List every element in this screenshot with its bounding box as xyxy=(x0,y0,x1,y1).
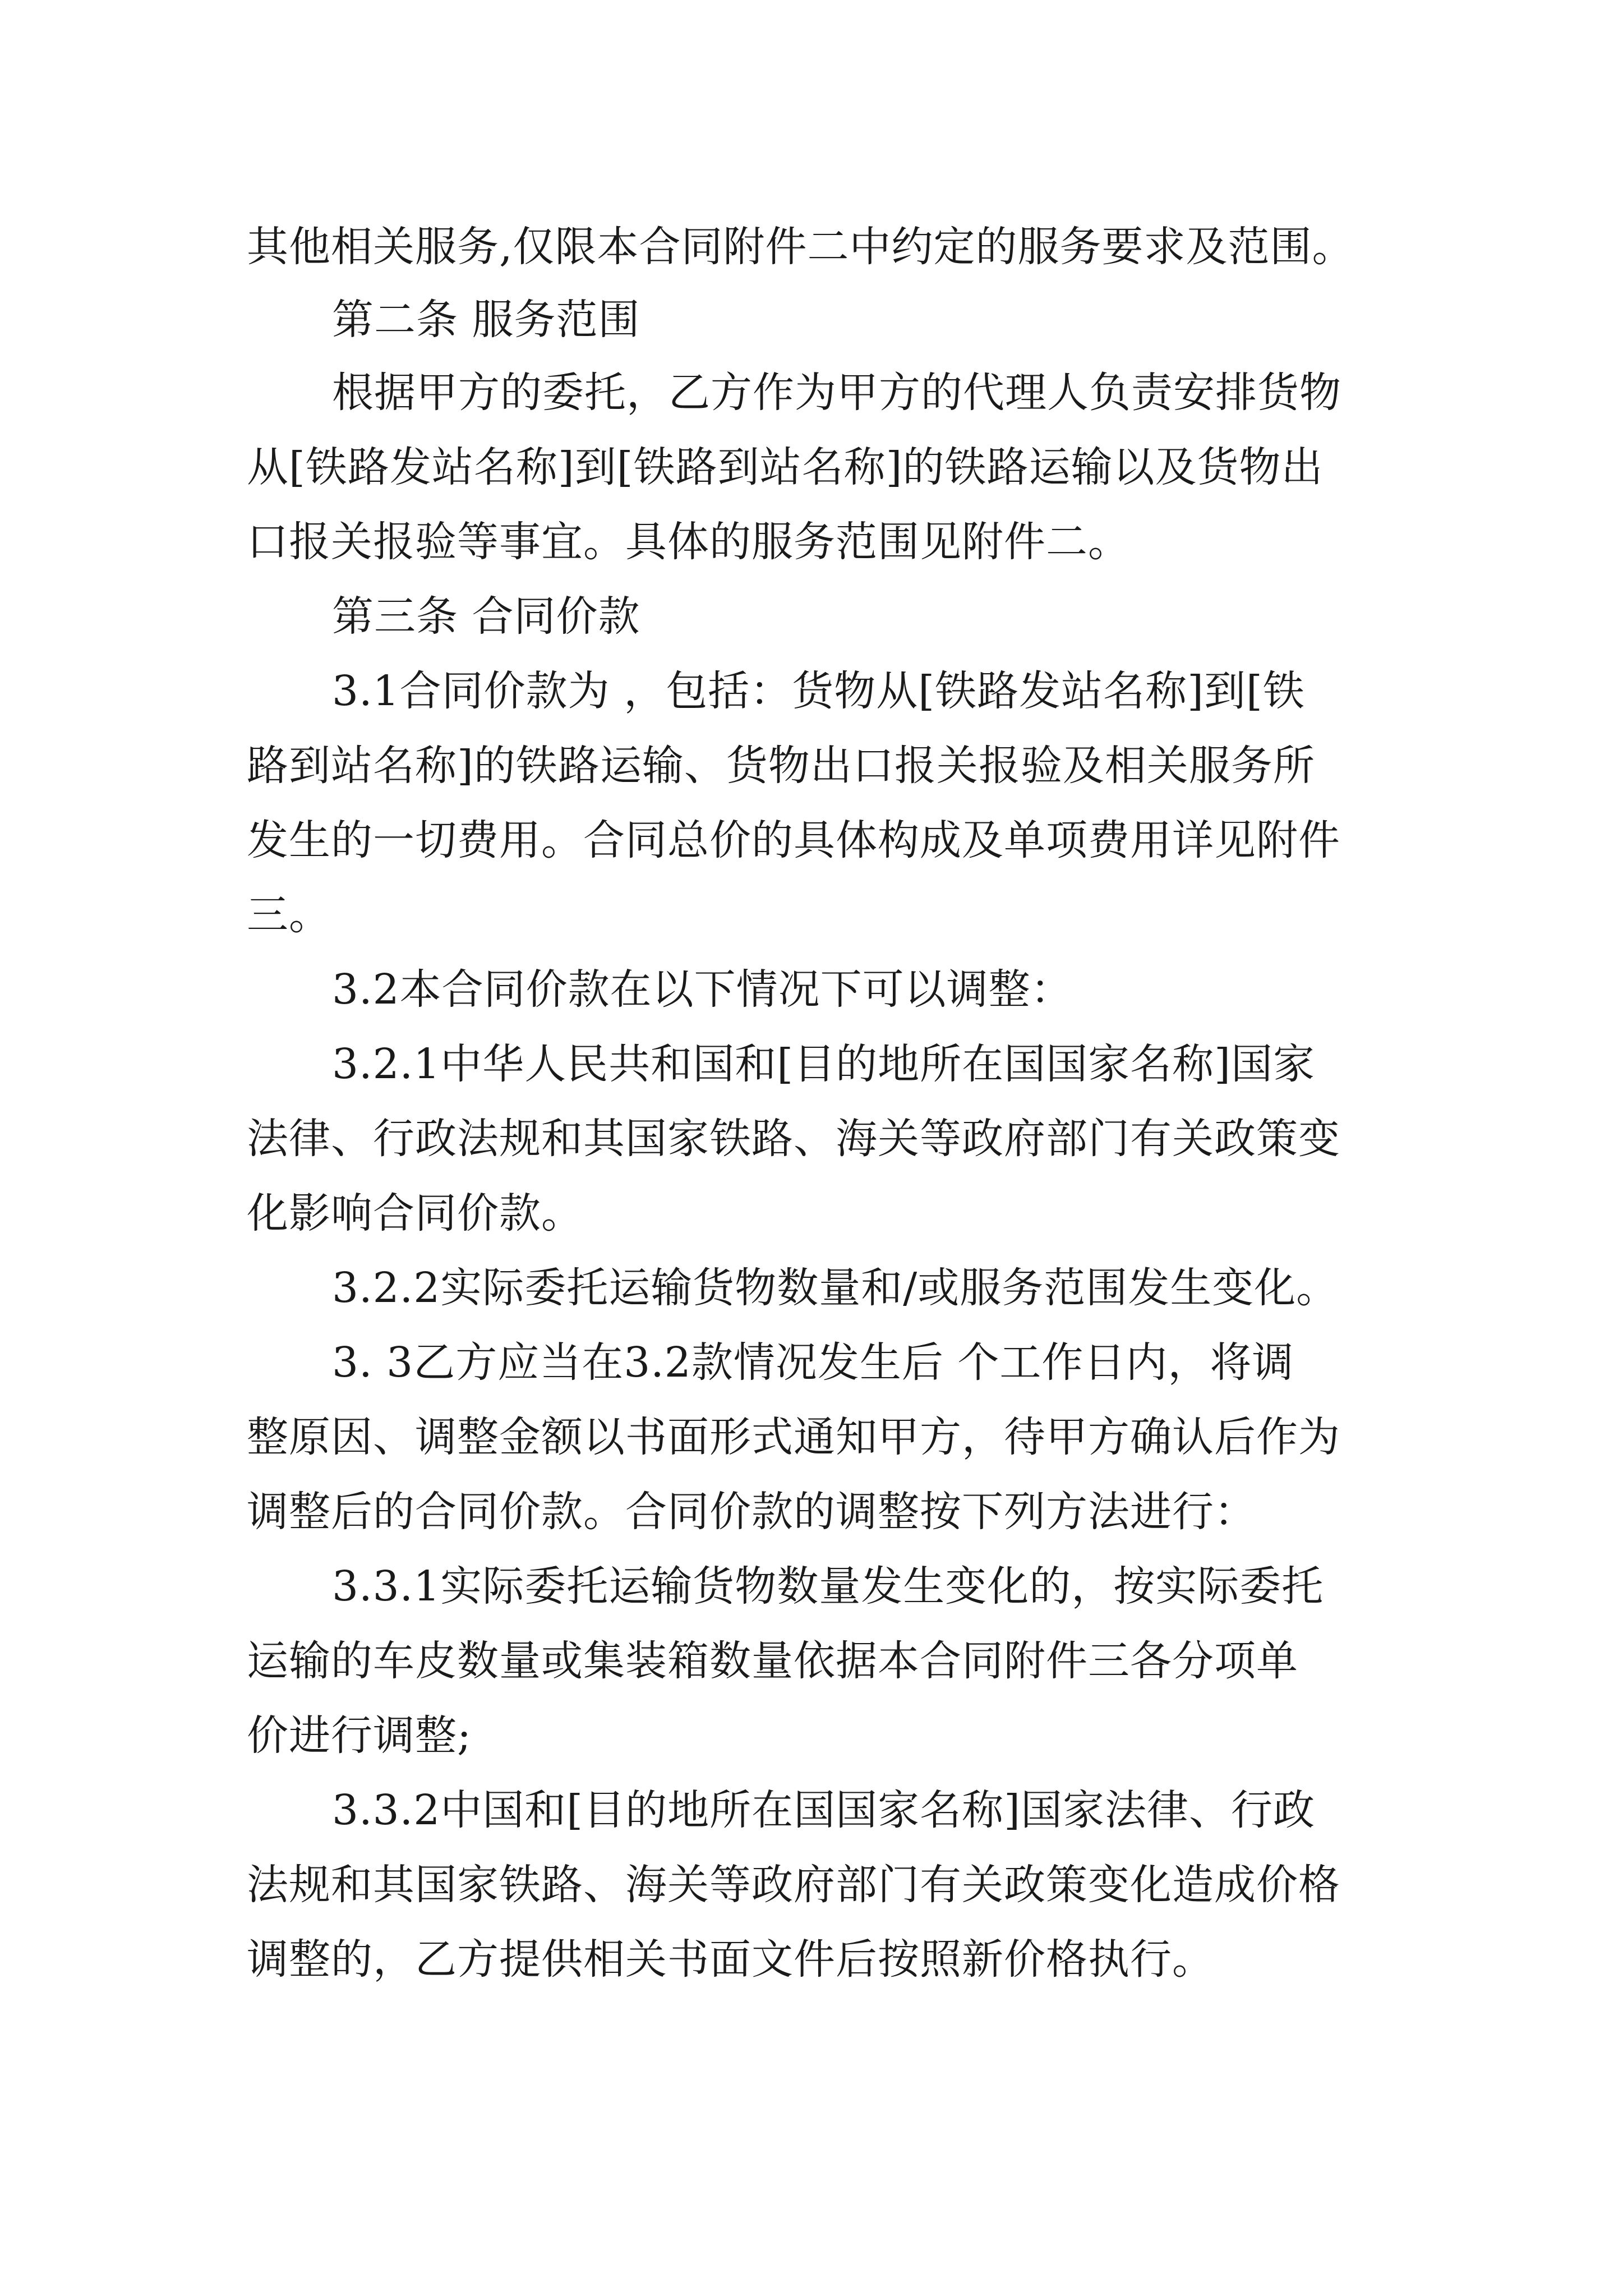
text-line: 整原因、调整金额以书面形式通知甲方，待甲方确认后作为 xyxy=(247,1413,1340,1461)
text-line: 价进行调整; xyxy=(247,1711,472,1760)
text-line: 运输的车皮数量或集装箱数量依据本合同附件三各分项单 xyxy=(247,1637,1298,1685)
text-line: 路到站名称]的铁路运输、货物出口报关报验及相关服务所 xyxy=(247,742,1315,790)
text-line: 从[铁路发站名称]到[铁路到站名称]的铁路运输以及货物出 xyxy=(247,443,1324,491)
text-line: 3.3.1实际委托运输货物数量发生变化的，按实际委托 xyxy=(332,1562,1324,1611)
text-line: 其他相关服务,仅限本合同附件二中约定的服务要求及范围。 xyxy=(247,223,1354,271)
text-line: 3.1合同价款为 ，包括：货物从[铁路发站名称]到[铁 xyxy=(332,667,1305,715)
text-line: 法律、行政法规和其国家铁路、海关等政府部门有关政策变 xyxy=(247,1115,1340,1163)
article-heading: 第三条 合同价款 xyxy=(332,592,640,641)
text-line: 三。 xyxy=(247,891,331,939)
text-line: 根据甲方的委托，乙方作为甲方的代理人负责安排货物 xyxy=(332,369,1341,417)
text-line: 化影响合同价款。 xyxy=(247,1189,583,1237)
text-line: 3.2.1中华人民共和国和[目的地所在国国家名称]国家 xyxy=(332,1040,1316,1088)
text-line: 调整的，乙方提供相关书面文件后按照新价格执行。 xyxy=(247,1935,1214,1984)
article-heading: 第二条 服务范围 xyxy=(332,296,640,344)
text-line: 3.3.2中国和[目的地所在国国家名称]国家法律、行政 xyxy=(332,1786,1316,1834)
text-line: 3. 3乙方应当在3.2款情况发生后 个工作日内，将调 xyxy=(332,1338,1294,1387)
text-line: 3.2本合同价款在以下情况下可以调整： xyxy=(332,965,1073,1014)
text-line: 口报关报验等事宜。具体的服务范围见附件二。 xyxy=(247,518,1130,566)
text-line: 调整后的合同价款。合同价款的调整按下列方法进行： xyxy=(247,1488,1256,1536)
text-line: 法规和其国家铁路、海关等政府部门有关政策变化造成价格 xyxy=(247,1861,1340,1909)
text-line: 发生的一切费用。合同总价的具体构成及单项费用详见附件 xyxy=(247,816,1340,864)
text-line: 3.2.2实际委托运输货物数量和/或服务范围发生变化。 xyxy=(332,1264,1339,1312)
